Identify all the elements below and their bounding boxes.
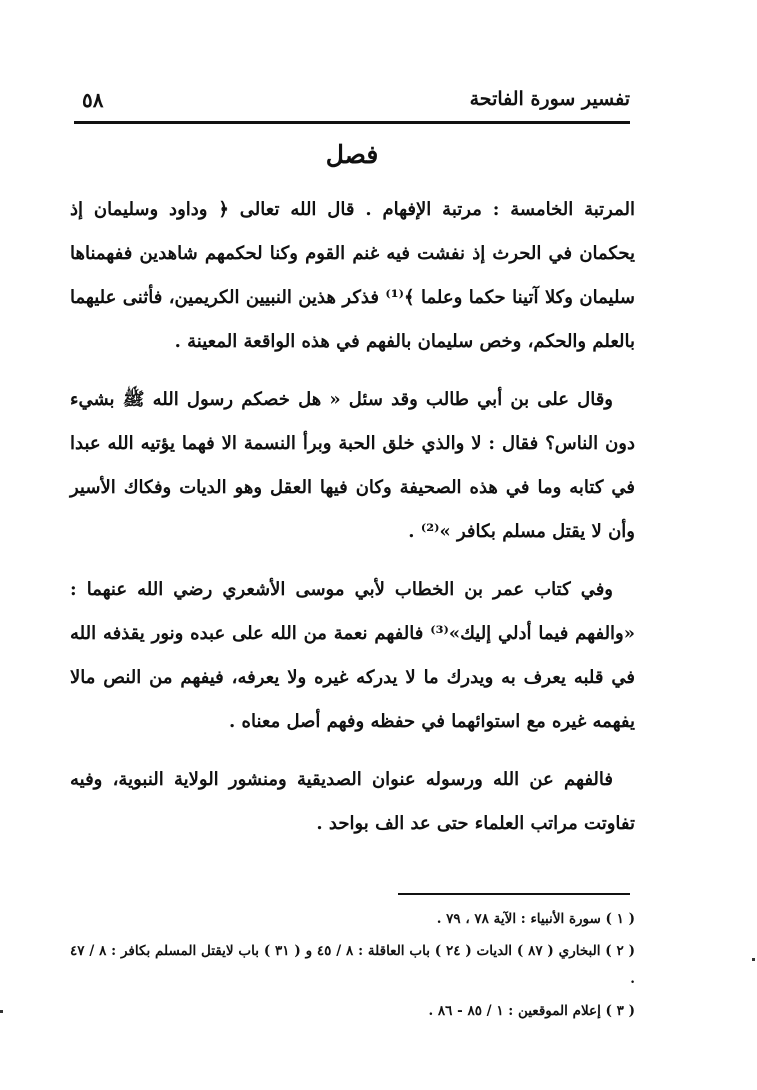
footnotes	[70, 905, 635, 1029]
header-divider	[74, 121, 630, 124]
footnote: ( ٣ ) إعلام الموقعين : ١ / ٨٥ - ٨٦ .	[428, 1003, 635, 1019]
running-title: تفسير سورة الفاتحة	[469, 88, 630, 110]
paragraph: المرتبة الخامسة : مرتبة الإفهام . قال الله تعالى ﴿ وداود وسليمان إذ يحكمان في الحرث إذ نفشت فيه غنم القوم وكنا لحكمهم شاهدين ففهمناها سليمان وكلا آتينا حكما وعلما ﴾⁽¹⁾ فذكر هذين النبيين الكريمين، فأثنى عليهما بالعلم والحكم، وخص سليمان بالفهم في هذه الواقعة المعينة .	[70, 199, 635, 352]
section-title: فصل	[325, 140, 379, 169]
scan-speck	[0, 1010, 3, 1013]
page-number: ٥٨	[82, 88, 104, 112]
footnote: ( ٢ ) البخاري ( ٨٧ ) الديات ( ٢٤ ) باب العاقلة : ٨ / ٤٥ و ( ٣١ ) باب لايقتل المسلم بكافر : ٨ / ٤٧ .	[70, 943, 635, 987]
paragraph: وقال على بن أبي طالب وقد سئل « هل خصكم رسول الله ﷺ بشيء دون الناس؟ فقال : لا والذي خلق الحبة وبرأ النسمة الا فهما يؤتيه الله عبدا في كتابه وما في هذه الصحيفة وكان فيها العقل وهو الديات وفكاك الأسير وأن لا يقتل مسلم بكافر »⁽²⁾ .	[70, 389, 635, 542]
footnote-divider	[398, 893, 630, 895]
scan-speck	[752, 958, 755, 961]
body-text	[70, 188, 635, 860]
paragraph: فالفهم عن الله ورسوله عنوان الصديقية ومنشور الولاية النبوية، وفيه تفاوتت مراتب العلماء حتى عد الف بواحد .	[70, 769, 635, 834]
paragraph: وفي كتاب عمر بن الخطاب لأبي موسى الأشعري رضي الله عنهما : «والفهم فيما أدلي إليك»⁽³⁾ فالفهم نعمة من الله على عبده ونور يقذفه الله في قلبه يعرف به ويدرك ما لا يدركه غيره ولا يعرفه، فيفهم من النص مالا يفهمه غيره مع استوائهما في حفظه وفهم أصل معناه .	[70, 579, 635, 732]
page-header	[74, 84, 630, 118]
footnote: ( ١ ) سورة الأنبياء : الآية ٧٨ ، ٧٩ .	[436, 911, 635, 927]
